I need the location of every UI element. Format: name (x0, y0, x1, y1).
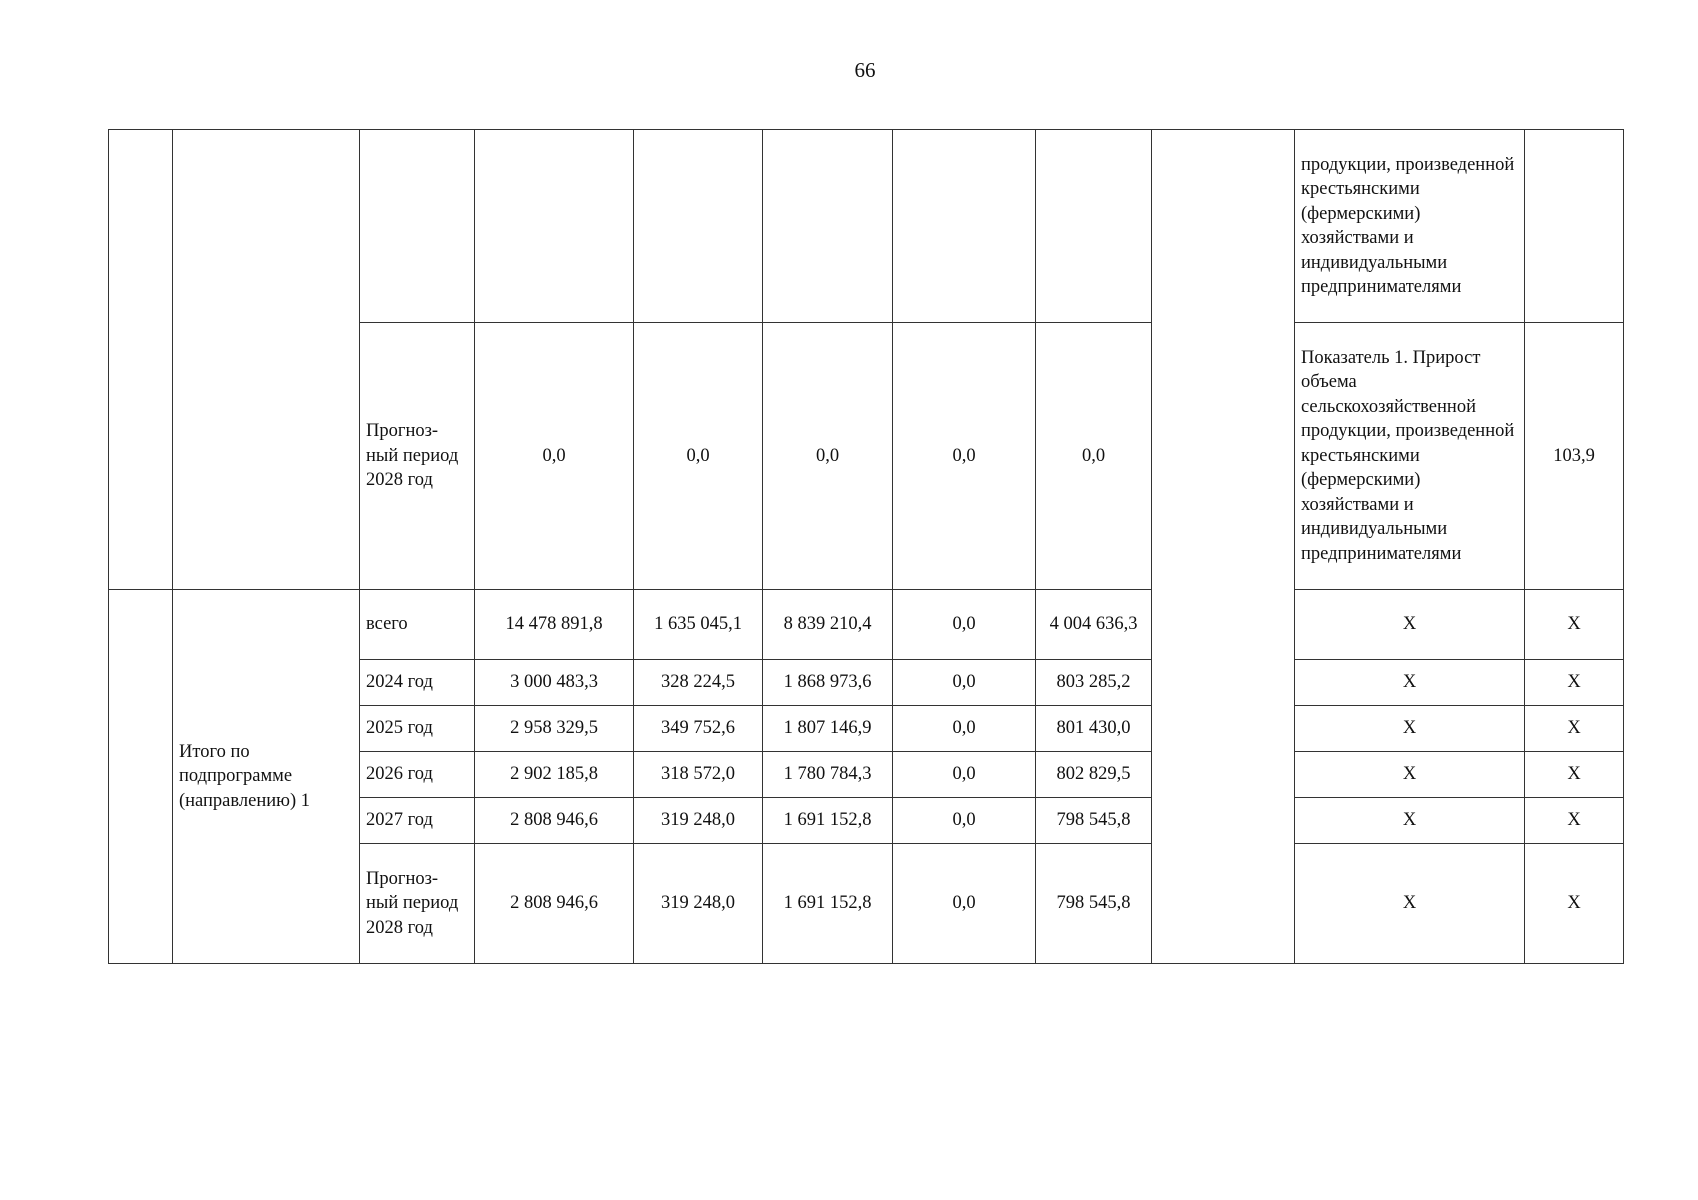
value-cell: 0,0 (893, 660, 1036, 706)
value-cell: 802 829,5 (1036, 752, 1152, 798)
value-cell: 0,0 (893, 844, 1036, 964)
value-cell: 0,0 (1036, 323, 1152, 590)
value-cell: 1 691 152,8 (763, 844, 893, 964)
value-cell (763, 130, 893, 323)
number-cell (109, 130, 173, 590)
value-cell (475, 130, 634, 323)
value-cell: 0,0 (893, 590, 1036, 660)
value-cell (1036, 130, 1152, 323)
value-cell: 2 808 946,6 (475, 798, 634, 844)
value-cell: 1 807 146,9 (763, 706, 893, 752)
value-cell: 1 635 045,1 (634, 590, 763, 660)
period-cell: 2025 год (360, 706, 475, 752)
period-cell: 2026 год (360, 752, 475, 798)
value-cell: 798 545,8 (1036, 798, 1152, 844)
indicator-value-cell: X (1525, 798, 1624, 844)
value-cell: 2 958 329,5 (475, 706, 634, 752)
total-label-cell: Итого по подпрограмме (направлению) 1 (173, 590, 360, 964)
value-cell: 0,0 (893, 798, 1036, 844)
indicator-cell: X (1295, 844, 1525, 964)
number-cell (109, 590, 173, 964)
period-cell: Прогноз-ный период 2028 год (360, 844, 475, 964)
value-cell: 328 224,5 (634, 660, 763, 706)
value-cell: 14 478 891,8 (475, 590, 634, 660)
value-cell: 801 430,0 (1036, 706, 1152, 752)
value-cell: 2 808 946,6 (475, 844, 634, 964)
value-cell: 319 248,0 (634, 844, 763, 964)
indicator-cell: Показатель 1. Прирост объема сельскохозяйственной продукции, произведенной крестьянскими (фермерскими) хозяйствами и индивидуальными предпринимателями (1295, 323, 1525, 590)
indicator-value-cell: X (1525, 590, 1624, 660)
value-cell: 0,0 (893, 752, 1036, 798)
indicator-value-cell: X (1525, 752, 1624, 798)
value-cell: 1 868 973,6 (763, 660, 893, 706)
value-cell: 0,0 (634, 323, 763, 590)
indicator-cell: X (1295, 752, 1525, 798)
indicator-cell: X (1295, 660, 1525, 706)
value-cell: 0,0 (893, 706, 1036, 752)
period-cell: всего (360, 590, 475, 660)
measure-name-cell (173, 130, 360, 590)
page-number: 66 (854, 58, 876, 82)
indicator-cell: продукции, произведенной крестьянскими (фермерскими) хозяйствами и индивидуальными предпринимателями (1295, 130, 1525, 323)
executor-cell (1152, 130, 1295, 964)
period-cell (360, 130, 475, 323)
indicator-cell: X (1295, 590, 1525, 660)
value-cell: 3 000 483,3 (475, 660, 634, 706)
value-cell: 4 004 636,3 (1036, 590, 1152, 660)
indicator-cell: X (1295, 706, 1525, 752)
table-row (109, 130, 1624, 323)
value-cell: 1 691 152,8 (763, 798, 893, 844)
indicator-value-cell: X (1525, 844, 1624, 964)
period-cell: 2024 год (360, 660, 475, 706)
period-cell: 2027 год (360, 798, 475, 844)
indicator-value-cell: X (1525, 660, 1624, 706)
value-cell: 803 285,2 (1036, 660, 1152, 706)
value-cell (634, 130, 763, 323)
indicator-cell: X (1295, 798, 1525, 844)
value-cell: 798 545,8 (1036, 844, 1152, 964)
value-cell: 0,0 (893, 323, 1036, 590)
value-cell: 0,0 (763, 323, 893, 590)
value-cell: 1 780 784,3 (763, 752, 893, 798)
value-cell: 349 752,6 (634, 706, 763, 752)
indicator-value-cell: X (1525, 706, 1624, 752)
value-cell: 0,0 (475, 323, 634, 590)
indicator-value-cell (1525, 130, 1624, 323)
period-cell: Прогноз-ный период 2028 год (360, 323, 475, 590)
value-cell: 2 902 185,8 (475, 752, 634, 798)
value-cell: 318 572,0 (634, 752, 763, 798)
indicator-value-cell: 103,9 (1525, 323, 1624, 590)
value-cell: 8 839 210,4 (763, 590, 893, 660)
budget-table (108, 129, 1624, 964)
value-cell (893, 130, 1036, 323)
table-row (109, 590, 1624, 660)
value-cell: 319 248,0 (634, 798, 763, 844)
